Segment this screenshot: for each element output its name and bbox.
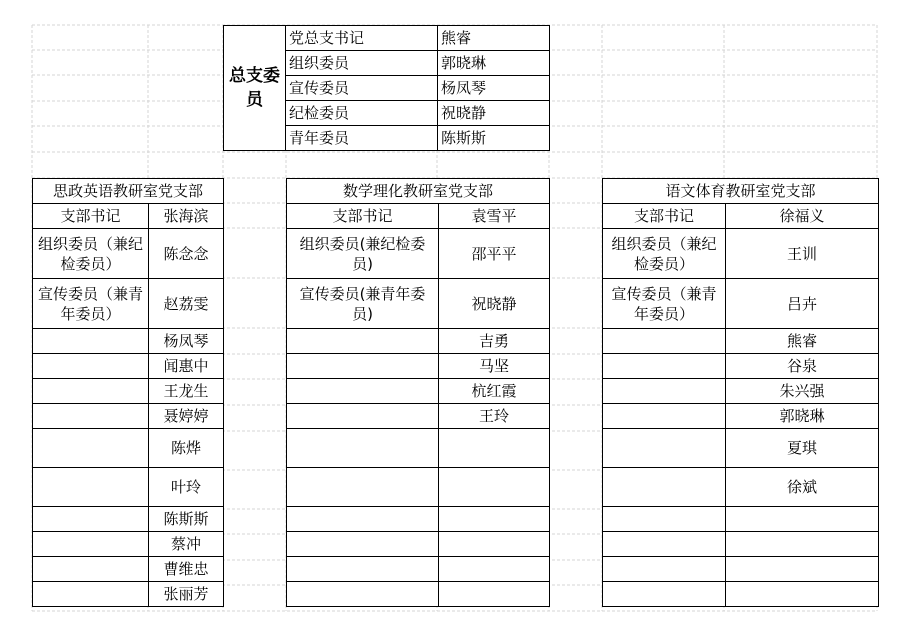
branch-title: 语文体育教研室党支部 <box>603 179 879 204</box>
member-name <box>439 582 550 607</box>
secretary-name: 袁雪平 <box>439 204 550 229</box>
member-name: 曹维忠 <box>149 557 224 582</box>
member-name <box>726 532 879 557</box>
propaganda-name: 吕卉 <box>726 279 879 329</box>
member-name <box>439 507 550 532</box>
propaganda-name: 祝晓静 <box>439 279 550 329</box>
member-name: 郭晓琳 <box>726 404 879 429</box>
member-name: 杭红霞 <box>439 379 550 404</box>
organization-role: 组织委员(兼纪检委员) <box>287 229 439 279</box>
propaganda-name: 赵荔雯 <box>149 279 224 329</box>
propaganda-role: 宣传委员(兼青年委员) <box>287 279 439 329</box>
member-name: 闻惠中 <box>149 354 224 379</box>
secretary-name: 张海滨 <box>149 204 224 229</box>
branch2-table <box>286 178 550 607</box>
member-name: 王龙生 <box>149 379 224 404</box>
secretary-role: 支部书记 <box>603 204 726 229</box>
secretary-name: 徐福义 <box>726 204 879 229</box>
member-name: 叶玲 <box>149 468 224 507</box>
committee-name: 熊睿 <box>438 26 550 51</box>
member-name <box>439 468 550 507</box>
member-name: 吉勇 <box>439 329 550 354</box>
member-name: 谷泉 <box>726 354 879 379</box>
committee-table <box>223 25 550 151</box>
branch-title: 数学理化教研室党支部 <box>287 179 550 204</box>
branch3-table <box>602 178 879 607</box>
member-name: 徐斌 <box>726 468 879 507</box>
secretary-role: 支部书记 <box>287 204 439 229</box>
member-name: 聂婷婷 <box>149 404 224 429</box>
organization-name: 陈念念 <box>149 229 224 279</box>
member-name: 杨凤琴 <box>149 329 224 354</box>
member-name: 朱兴强 <box>726 379 879 404</box>
member-name <box>439 532 550 557</box>
propaganda-role: 宣传委员（兼青年委员） <box>33 279 149 329</box>
organization-role: 组织委员（兼纪检委员） <box>33 229 149 279</box>
committee-role: 党总支书记 <box>286 26 438 51</box>
committee-role: 青年委员 <box>286 126 438 151</box>
branch1-table <box>32 178 224 607</box>
member-name: 蔡冲 <box>149 532 224 557</box>
committee-label: 总支委员 <box>224 26 286 151</box>
member-name: 王玲 <box>439 404 550 429</box>
organization-name: 邵平平 <box>439 229 550 279</box>
member-name: 马坚 <box>439 354 550 379</box>
member-name <box>439 557 550 582</box>
committee-name: 陈斯斯 <box>438 126 550 151</box>
committee-role: 组织委员 <box>286 51 438 76</box>
member-name: 张丽芳 <box>149 582 224 607</box>
member-name <box>439 429 550 468</box>
committee-name: 祝晓静 <box>438 101 550 126</box>
committee-name: 郭晓琳 <box>438 51 550 76</box>
branch-title: 思政英语教研室党支部 <box>33 179 224 204</box>
propaganda-role: 宣传委员（兼青年委员） <box>603 279 726 329</box>
member-name <box>726 557 879 582</box>
committee-role: 纪检委员 <box>286 101 438 126</box>
member-name: 夏琪 <box>726 429 879 468</box>
secretary-role: 支部书记 <box>33 204 149 229</box>
organization-name: 王训 <box>726 229 879 279</box>
committee-role: 宣传委员 <box>286 76 438 101</box>
organization-role: 组织委员（兼纪检委员） <box>603 229 726 279</box>
committee-name: 杨凤琴 <box>438 76 550 101</box>
member-name <box>726 507 879 532</box>
member-name: 陈烨 <box>149 429 224 468</box>
member-name: 陈斯斯 <box>149 507 224 532</box>
member-name: 熊睿 <box>726 329 879 354</box>
member-name <box>726 582 879 607</box>
